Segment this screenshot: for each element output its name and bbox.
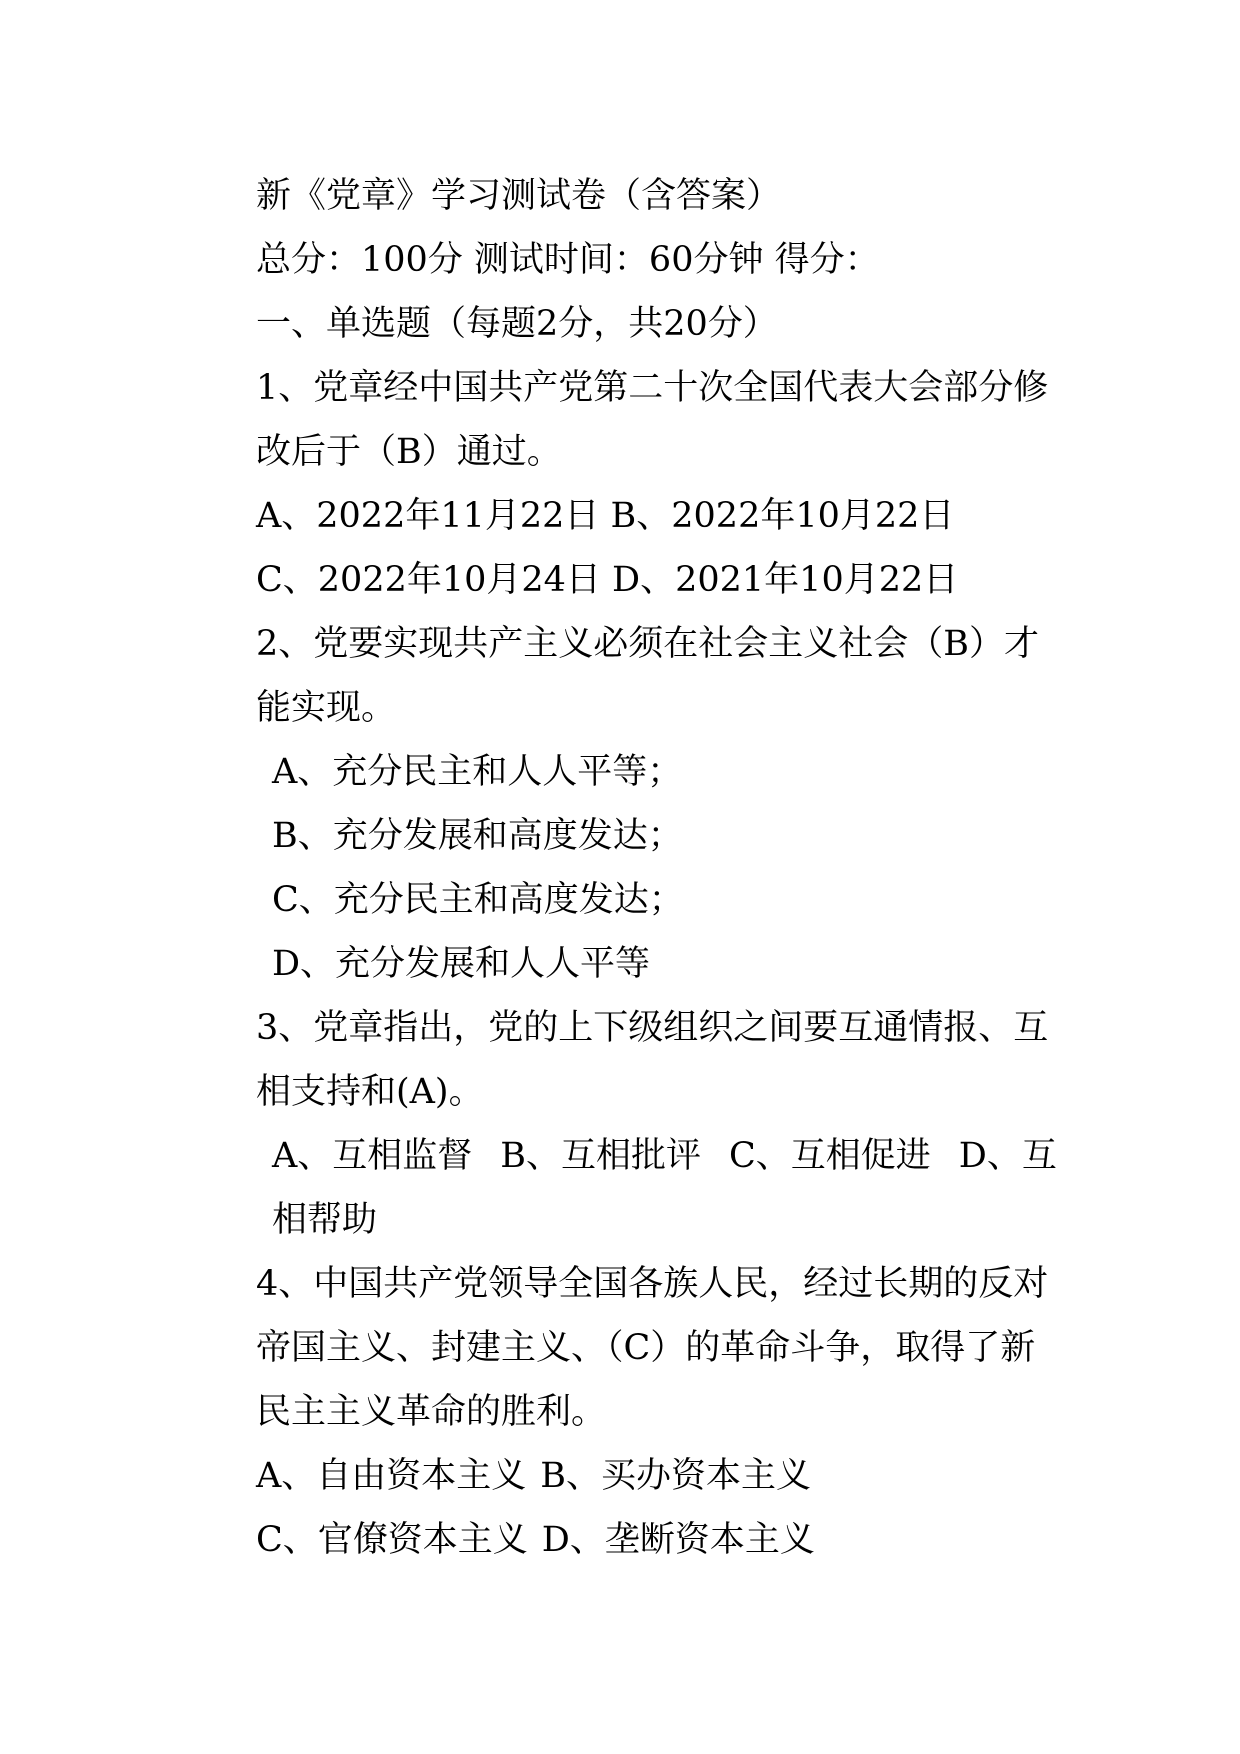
document-body <box>188 164 1060 1572</box>
question-3-option-a: A、互相监督 <box>272 1136 473 1176</box>
document-title: 新《党章》学习测试卷（含答案） <box>256 176 782 216</box>
question-3-option-c: C、互相促进 <box>729 1136 931 1176</box>
question-3: 3、党章指出，党的上下级组织之间要互通情报、互相支持和(A)。 <box>256 1008 1049 1112</box>
question-2-option-b: B、充分发展和高度发达； <box>272 816 683 856</box>
question-1: 1、党章经中国共产党第二十次全国代表大会部分修改后于（B）通过。 <box>256 368 1049 472</box>
question-4-options-row-1 <box>188 1444 1060 1508</box>
question-4: 4、中国共产党领导全国各族人民，经过长期的反对帝国主义、封建主义、（C）的革命斗争，取得了新民主主义革命的胜利。 <box>256 1264 1049 1432</box>
question-4-option-c: C、官僚资本主义 <box>256 1520 528 1560</box>
score-line: 总分：100分 测试时间：60分钟 得分： <box>256 240 880 280</box>
question-4-option-d: D、垄断资本主义 <box>541 1520 815 1560</box>
question-2-option-c: C、充分民主和高度发达； <box>272 880 684 920</box>
question-1-options-row-1: A、2022年11月22日 B、2022年10月22日 <box>256 496 955 536</box>
question-2: 2、党要实现共产主义必须在社会主义社会（B）才能实现。 <box>256 624 1039 728</box>
question-2-option-a: A、充分民主和人人平等； <box>272 752 683 792</box>
section-title: 一、单选题（每题2分，共20分） <box>256 304 778 344</box>
question-2-option-d: D、充分发展和人人平等 <box>272 944 651 984</box>
question-1-options-row-2: C、2022年10月24日 D、2021年10月22日 <box>256 560 959 600</box>
question-4-option-b: B、买办资本主义 <box>540 1456 812 1496</box>
question-3-option-d: D、互相帮助 <box>272 1136 1057 1240</box>
question-3-options <box>188 1124 1060 1252</box>
question-4-option-a: A、自由资本主义 <box>256 1456 527 1496</box>
question-4-options-row-2 <box>188 1508 1060 1572</box>
question-3-option-b: B、互相批评 <box>500 1136 702 1176</box>
